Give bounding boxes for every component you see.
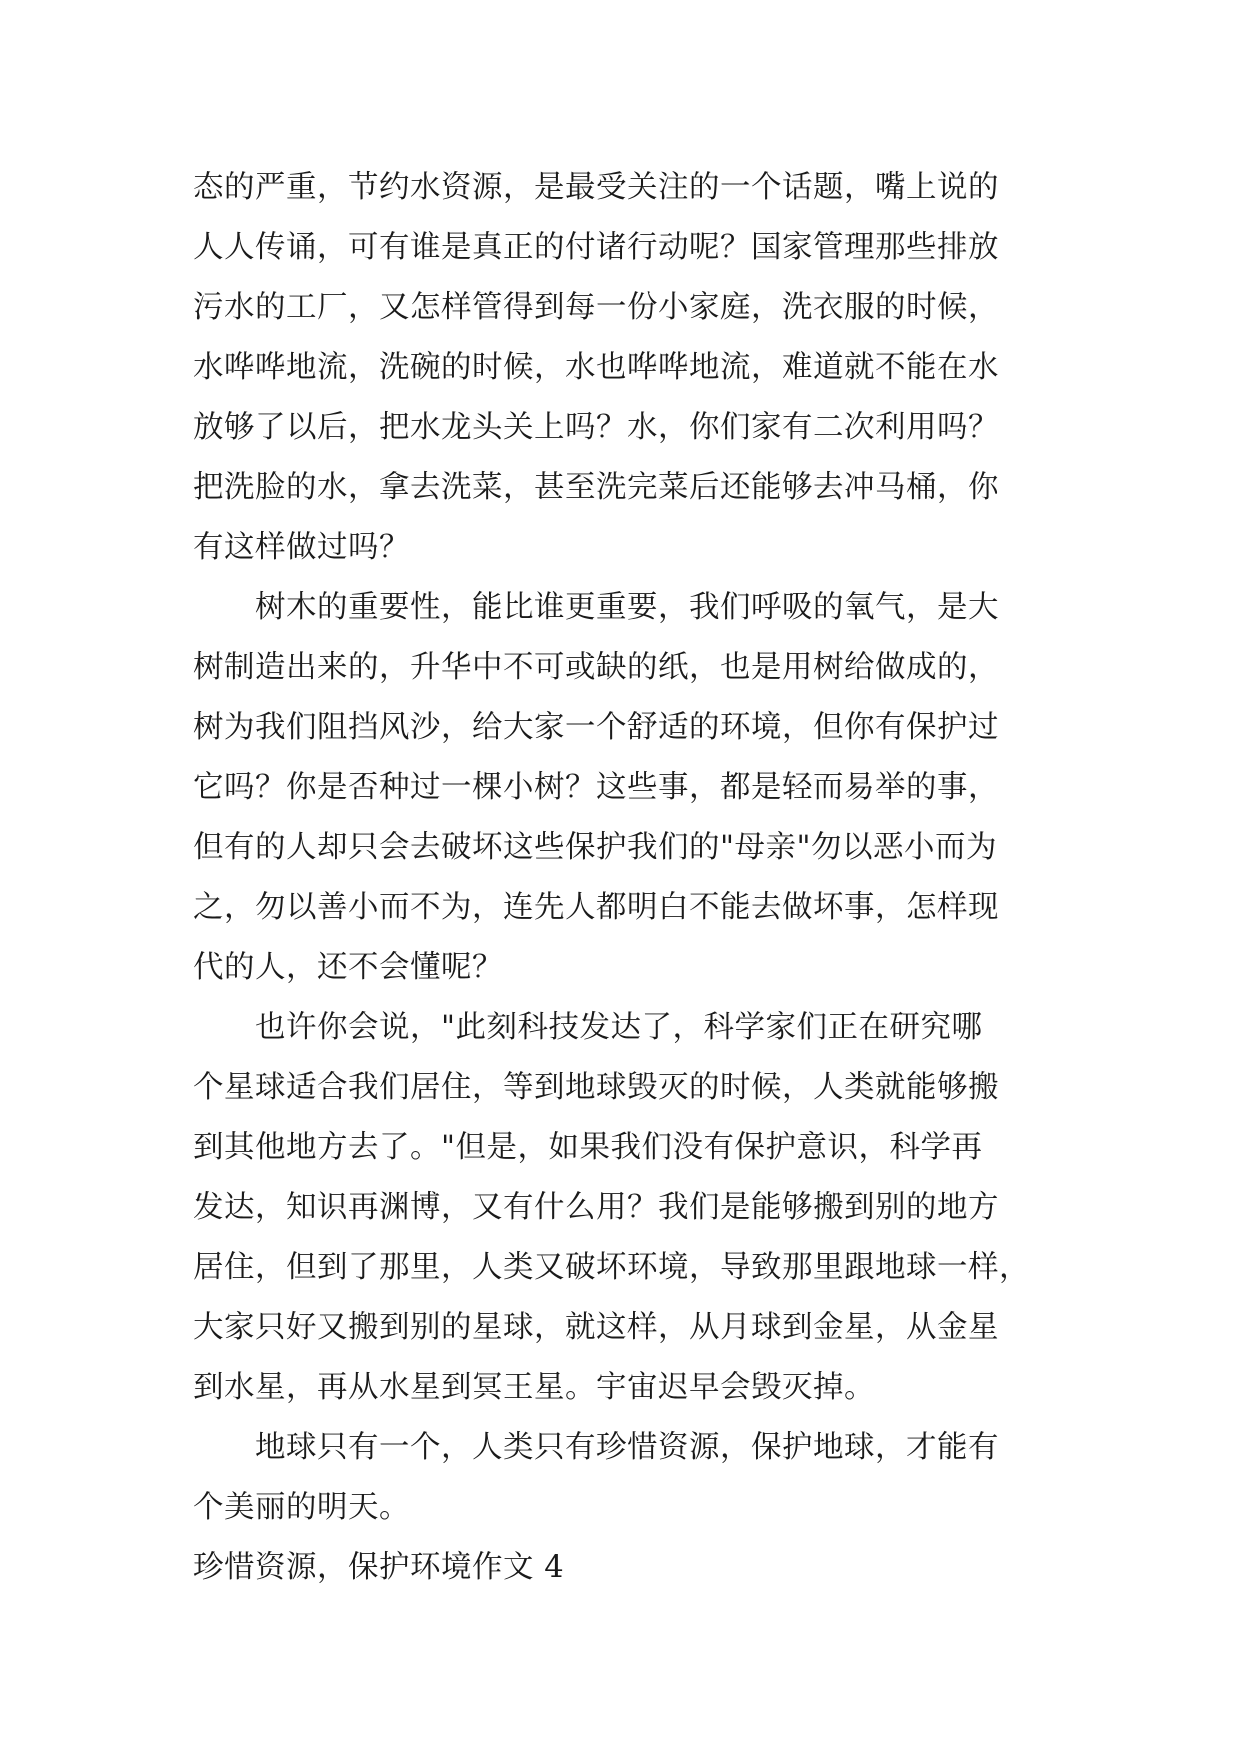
text-line: 到其他地方去了。"但是，如果我们没有保护意识，科学再 [193, 1130, 983, 1165]
text-line: 大家只好又搬到别的星球，就这样，从月球到金星，从金星 [193, 1310, 999, 1345]
text-line: 地球只有一个，人类只有珍惜资源，保护地球，才能有 [255, 1430, 999, 1465]
text-line: 把洗脸的水，拿去洗菜，甚至洗完菜后还能够去冲马桶，你 [193, 470, 999, 505]
text-line: 它吗？你是否种过一棵小树？这些事，都是轻而易举的事， [193, 770, 999, 805]
paragraph-4 [193, 1418, 1073, 1538]
text-line: 水哗哗地流，洗碗的时候，水也哗哗地流，难道就不能在水 [193, 350, 999, 385]
text-line: 树木的重要性，能比谁更重要，我们呼吸的氧气，是大 [255, 590, 999, 625]
text-line: 代的人，还不会懂呢？ [193, 950, 503, 985]
paragraph-3 [193, 998, 1073, 1418]
text-line: 居住，但到了那里，人类又破坏环境，导致那里跟地球一样， [193, 1250, 1030, 1285]
text-line: 发达，知识再渊博，又有什么用？我们是能够搬到别的地方 [193, 1190, 999, 1225]
text-line: 有这样做过吗？ [193, 530, 410, 565]
text-line: 但有的人却只会去破坏这些保护我们的"母亲"勿以恶小而为 [193, 830, 998, 865]
section-heading: 珍惜资源，保护环境作文 4 [193, 1550, 565, 1585]
text-line: 之，勿以善小而不为，连先人都明白不能去做坏事，怎样现 [193, 890, 999, 925]
paragraph-1 [193, 158, 1073, 578]
text-line: 放够了以后，把水龙头关上吗？水，你们家有二次利用吗？ [193, 410, 999, 445]
text-line: 污水的工厂，又怎样管得到每一份小家庭，洗衣服的时候， [193, 290, 999, 325]
text-line: 树制造出来的，升华中不可或缺的纸，也是用树给做成的， [193, 650, 999, 685]
text-line: 到水星，再从水星到冥王星。宇宙迟早会毁灭掉。 [193, 1370, 875, 1405]
text-line: 树为我们阻挡风沙，给大家一个舒适的环境，但你有保护过 [193, 710, 999, 745]
text-line: 个美丽的明天。 [193, 1490, 410, 1525]
text-line: 人人传诵，可有谁是真正的付诸行动呢？国家管理那些排放 [193, 230, 999, 265]
paragraph-2 [193, 578, 1073, 998]
document-body [193, 158, 1073, 1598]
text-line: 也许你会说，"此刻科技发达了，科学家们正在研究哪 [255, 1010, 983, 1045]
text-line: 个星球适合我们居住，等到地球毁灭的时候，人类就能够搬 [193, 1070, 999, 1105]
text-line: 态的严重，节约水资源，是最受关注的一个话题，嘴上说的 [193, 170, 999, 205]
